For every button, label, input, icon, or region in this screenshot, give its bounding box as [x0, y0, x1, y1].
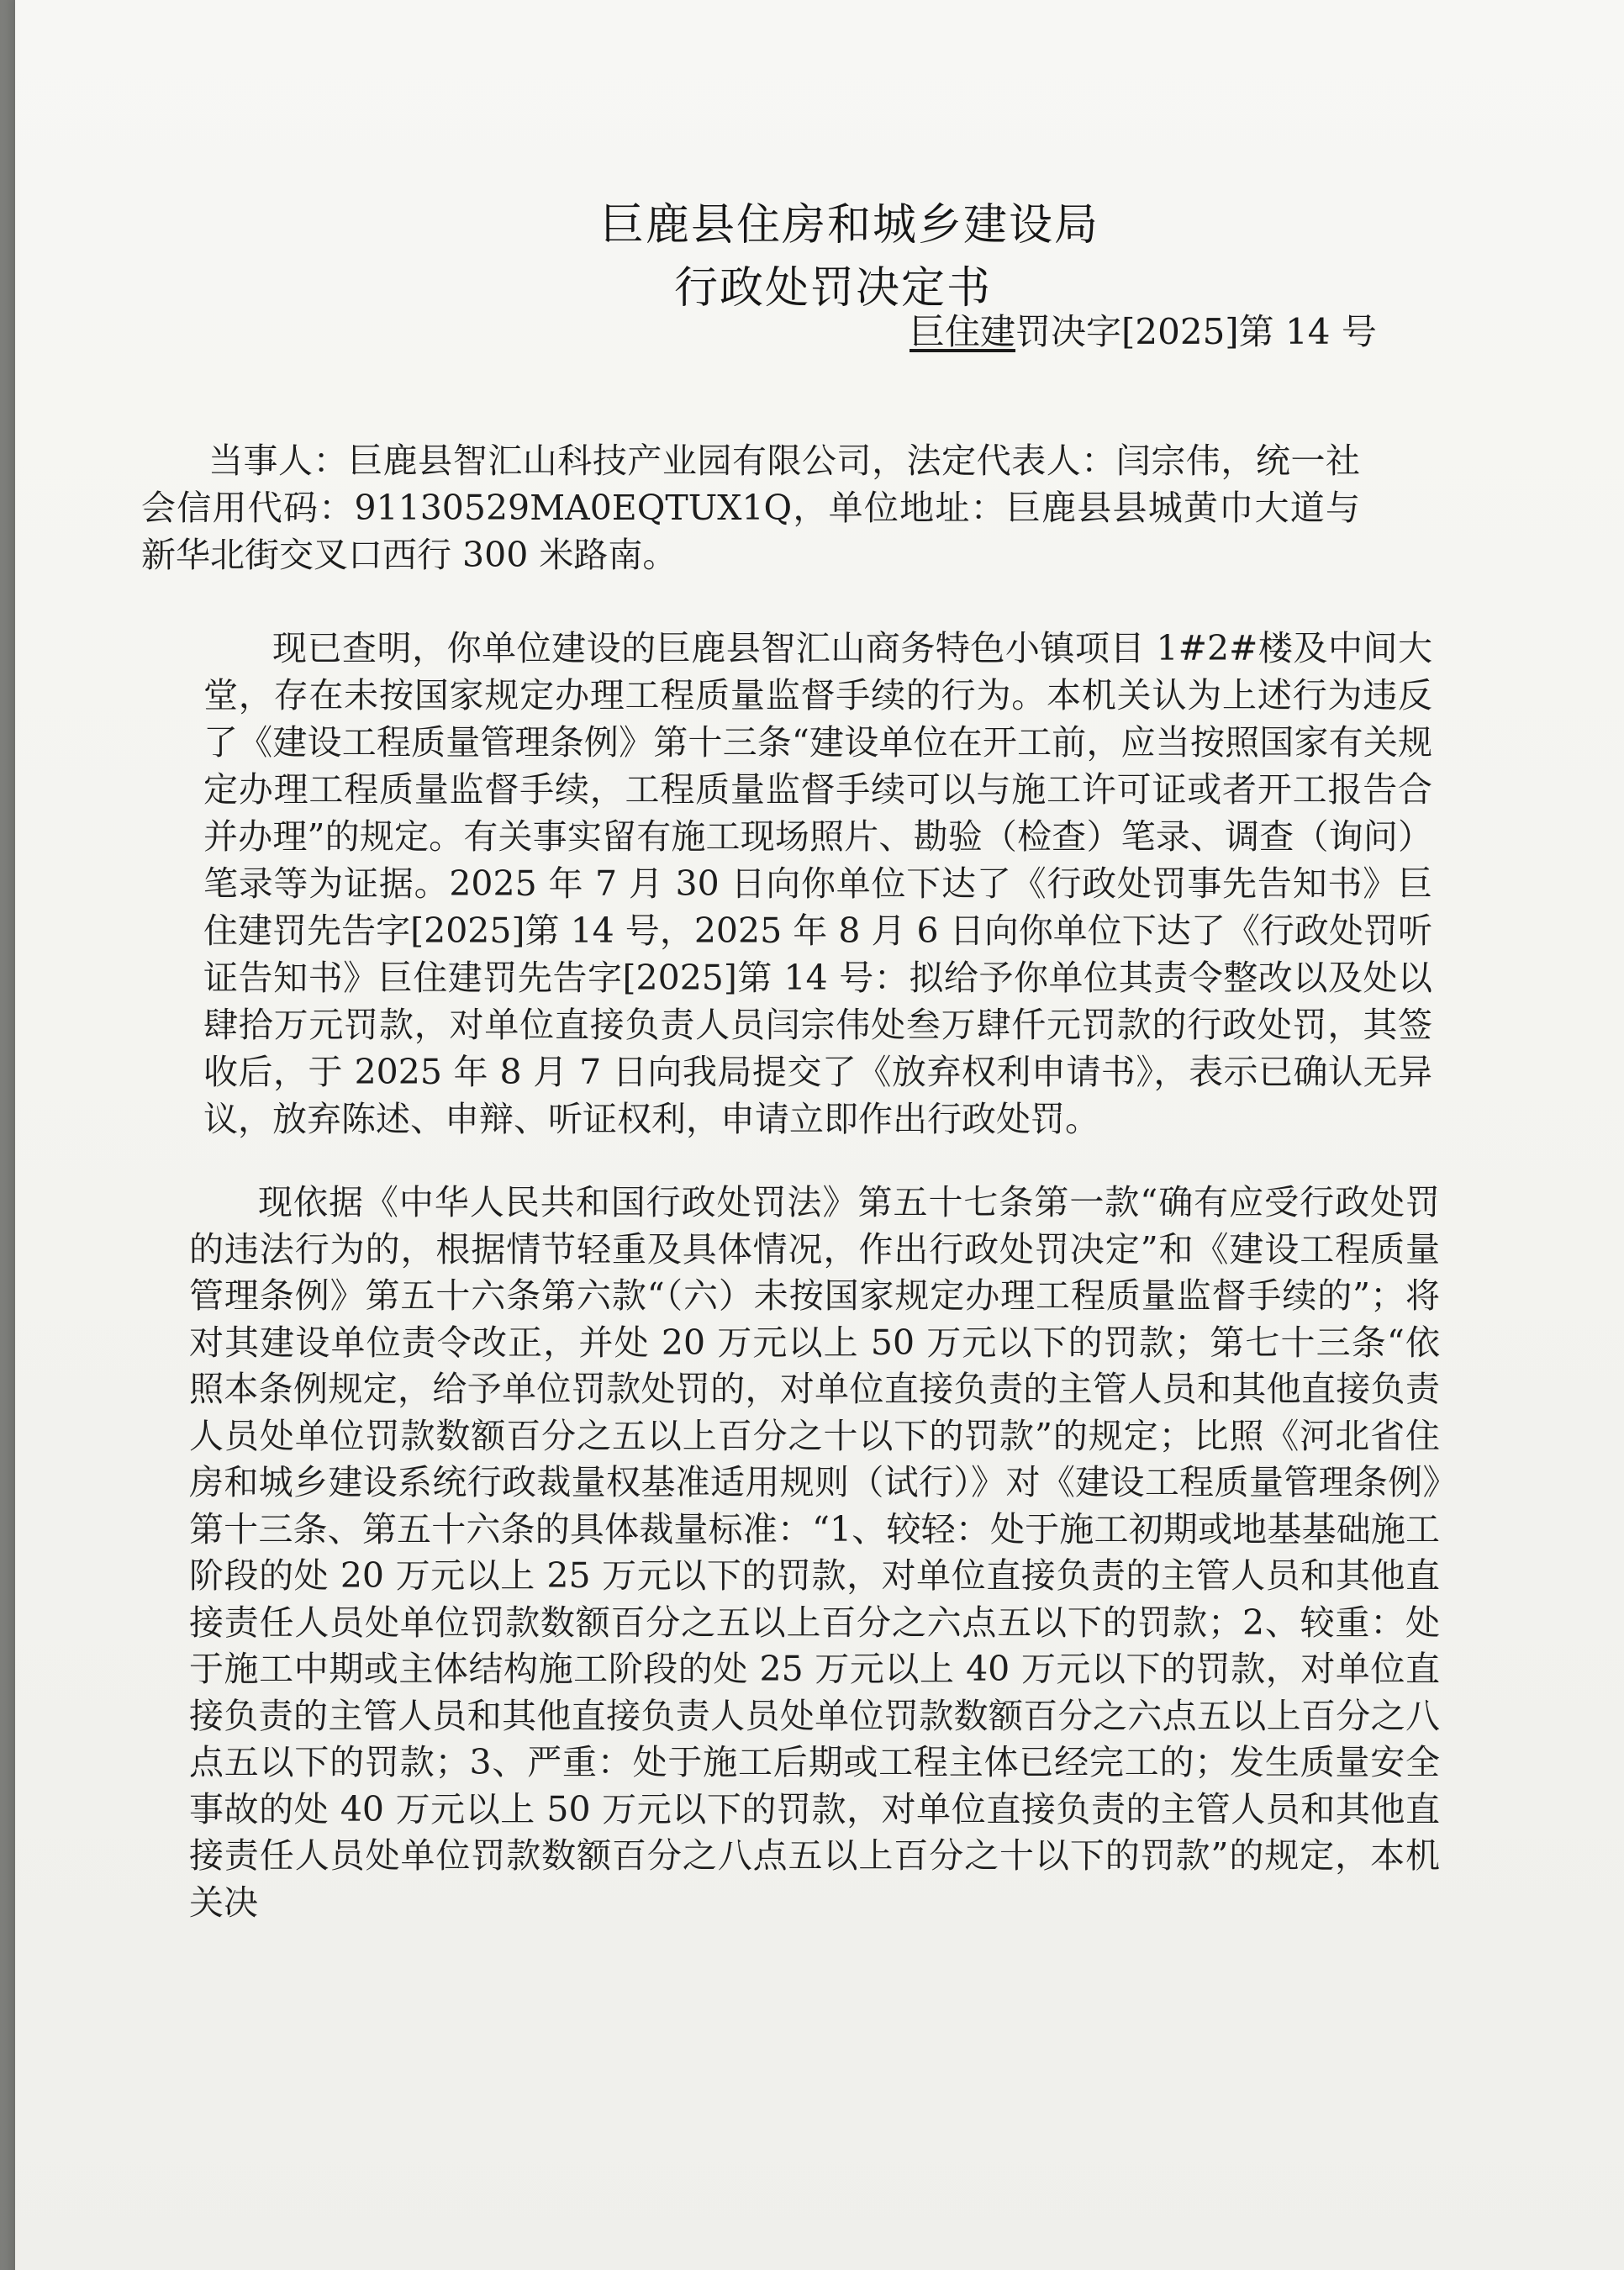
- document-number-rest: 罚决字[2025]第 14 号: [1015, 311, 1377, 352]
- document-type-title: 行政处罚决定书: [673, 263, 992, 314]
- legal-basis-paragraph: 现依据《中华人民共和国行政处罚法》第五十七条第一款“确有应受行政处罚的违法行为的，根据情节轻重及具体情况，作出行政处罚决定”和《建设工程质量管理条例》第五十六条第六款“（六）未按国家规定办理工程质量监督手续的”；将对其建设单位责令改正，并处 20 万元以上 50 万元以下的罚款；第七十三条“依照本条例规定，给予单位罚款处罚的，对单位直接负责的主管人员和其他直接负责人员处单位罚款数额百分之五以上百分之十以下的罚款”的规定；比照《河北省住房和城乡建设系统行政裁量权基准适用规则（试行）》对《建设工程质量管理条例》第十三条、第五十六条的具体裁量标准：“1、较轻：处于施工初期或地基基础施工阶段的处 20 万元以上 25 万元以下的罚款，对单位直接负责的主管人员和其他直接责任人员处单位罚款数额百分之五以上百分之六点五以下的罚款；2、较重：处于施工中期或主体结构施工阶段的处 25 万元以上 40 万元以下的罚款，对单位直接负责的主管人员和其他直接负责人员处单位罚款数额百分之六点五以上百分之八点五以下的罚款；3、严重：处于施工后期或工程主体已经完工的；发生质量安全事故的处 40 万元以上 50 万元以下的罚款，对单位直接负责的主管人员和其他直接责任人员处单位罚款数额百分之八点五以上百分之十以下的罚款”的规定，本机关决: [189, 1182, 1440, 1923]
- party-information-paragraph: 当事人：巨鹿县智汇山科技产业园有限公司，法定代表人：闫宗伟，统一社会信用代码：91130529MA0EQTUX1Q，单位地址：巨鹿县县城黄巾大道与新华北街交叉口西行 300 米路南。: [141, 441, 1360, 575]
- issuing-authority-title: 巨鹿县住房和城乡建设局: [599, 200, 1099, 251]
- document-number-prefix: 巨住建: [910, 311, 1016, 352]
- facts-paragraph: 现已查明，你单位建设的巨鹿县智汇山商务特色小镇项目 1#2#楼及中间大堂，存在未按国家规定办理工程质量监督手续的行为。本机关认为上述行为违反了《建设工程质量管理条例》第十三条“建设单位在开工前，应当按照国家有关规定办理工程质量监督手续，工程质量监督手续可以与施工许可证或者开工报告合并办理”的规定。有关事实留有施工现场照片、勘验（检查）笔录、调查（询问）笔录等为证据。2025 年 7 月 30 日向你单位下达了《行政处罚事先告知书》巨住建罚先告字[2025]第 14 号，2025 年 8 月 6 日向你单位下达了《行政处罚听证告知书》巨住建罚先告字[2025]第 14 号：拟给予你单位其责令整改以及处以肆拾万元罚款，对单位直接负责人员闫宗伟处叁万肆仟元罚款的行政处罚，其签收后，于 2025 年 8 月 7 日向我局提交了《放弃权利申请书》，表示已确认无异议，放弃陈述、申辩、听证权利，申请立即作出行政处罚。: [203, 628, 1432, 1139]
- document-number: [910, 304, 1377, 355]
